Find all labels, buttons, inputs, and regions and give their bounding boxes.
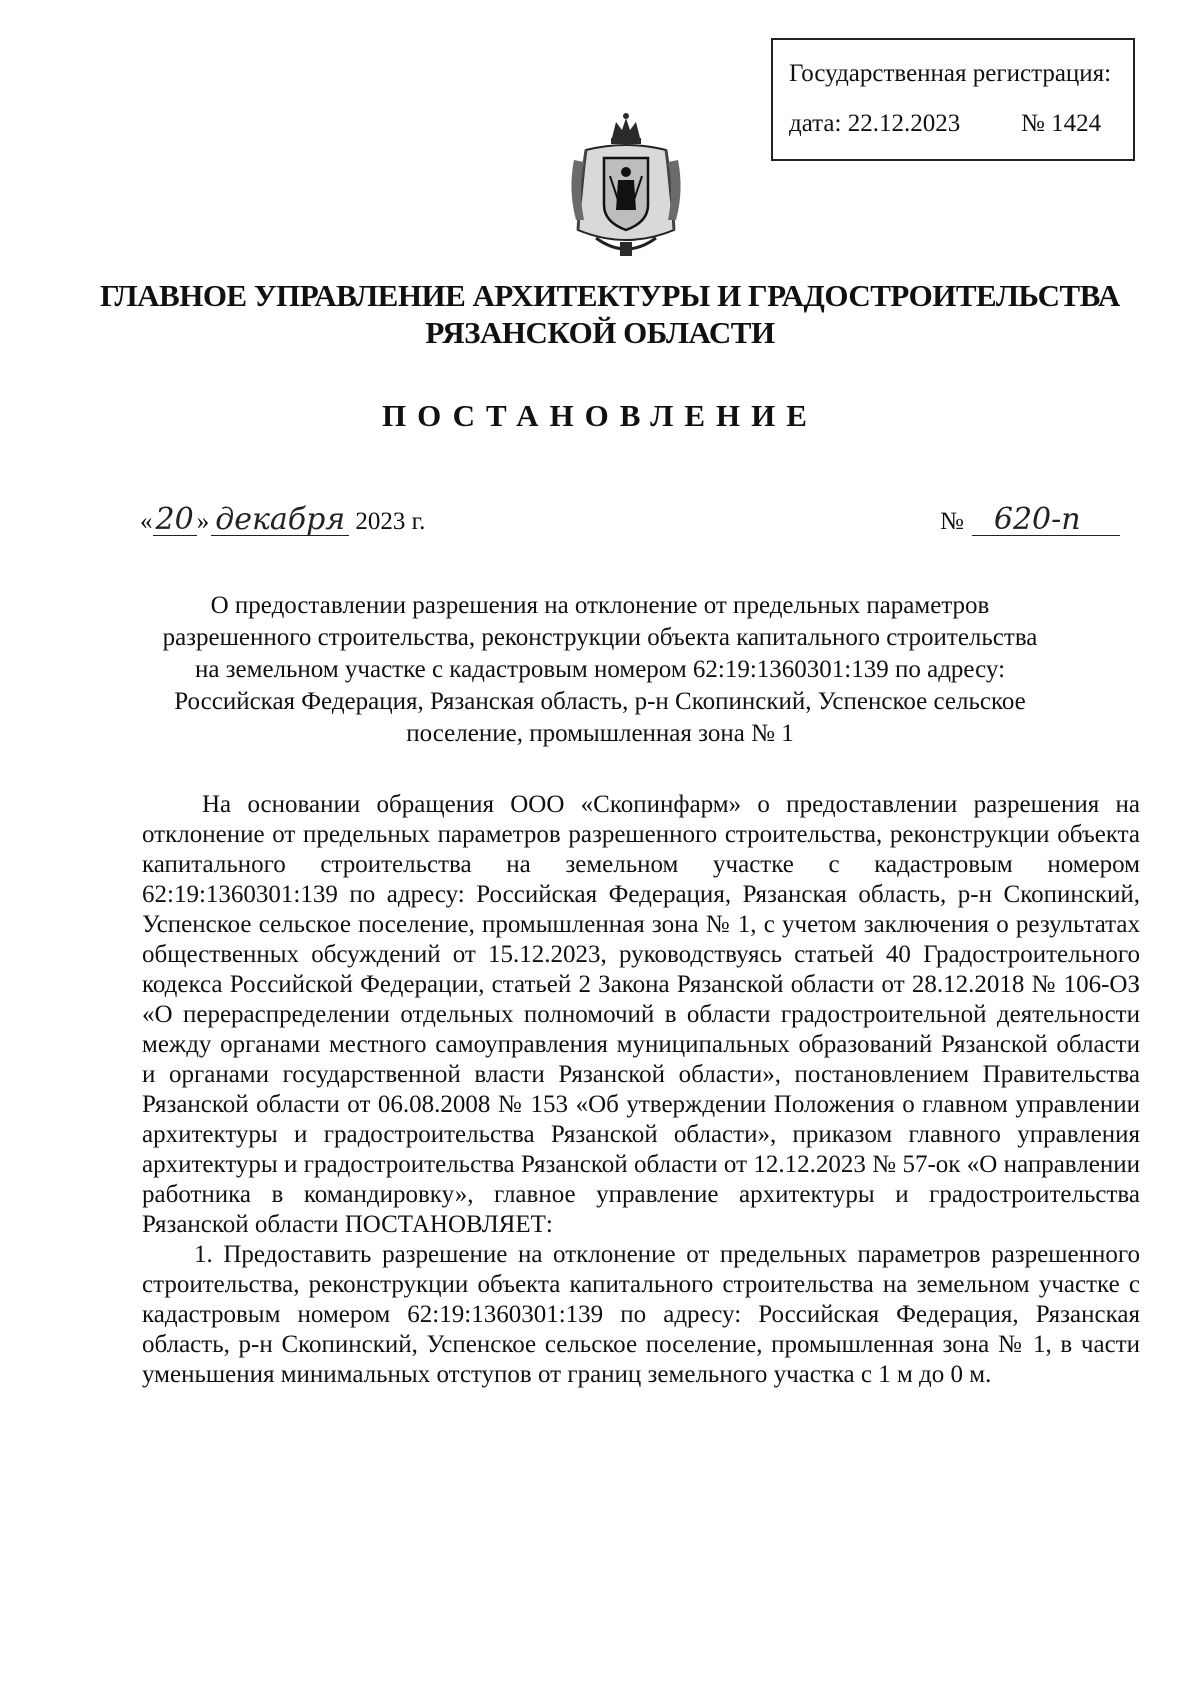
document-type: ПОСТАНОВЛЕНИЕ — [382, 398, 818, 433]
document-body — [142, 790, 1140, 1390]
document-date — [140, 502, 426, 537]
registration-title: Государственная регистрация: — [789, 60, 1112, 87]
date-day: 20 — [153, 505, 197, 536]
number-value: 620-п — [972, 505, 1120, 536]
preamble-paragraph: На основании обращения ООО «Скопинфарм» о предоставлении разрешения на отклонение от предельных параметров разрешенного строительства, реконструкции объекта капитального строительства на земельном участке с кадастровым номером 62:19:1360301:139 по адресу: Российская Федерация, Рязанская область, р-н Скопинский, Успенское сельское поселение, промышленная зона № 1, с учетом заключения о результатах общественных обсуждений от 15.12.2023, руководствуясь статьей 40 Градостроительного кодекса Российской Федерации, статьей 2 Закона Рязанской области от 28.12.2018 № 106-ОЗ «О перераспределении отдельных полномочий в области градостроительной деятельности между органами местного самоуправления муниципальных образований Рязанской области и органами государственной власти Рязанской области», постановлением Правительства Рязанской области от 06.08.2008 № 153 «Об утверждении Положения о главном управлении архитектуры и градостроительства Рязанской области», приказом главного управления архитектуры и градостроительства Рязанской области от 12.12.2023 № 57-ок «О направлении работника в командировку», главное управление архитектуры и градостроительства Рязанской области ПОСТАНОВЛЯЕТ: — [142, 791, 1140, 1238]
organization-name: ГЛАВНОЕ УПРАВЛЕНИЕ АРХИТЕКТУРЫ И ГРАДОСТРОИТЕЛЬСТВА — [100, 278, 1120, 313]
registration-stamp — [771, 38, 1135, 161]
registration-date: дата: 22.12.2023 — [789, 110, 961, 137]
registration-number: № 1424 — [1021, 110, 1102, 137]
date-open-quote: « — [140, 508, 153, 535]
date-close-quote: » — [196, 508, 210, 535]
ryazan-coat-of-arms-icon — [566, 110, 686, 260]
date-month: декабря — [211, 505, 349, 536]
organization-region: РЯЗАНСКОЙ ОБЛАСТИ — [425, 315, 775, 350]
document-subject: О предоставлении разрешения на отклонение от предельных параметров разрешенного строительства, реконструкции объекта капитального строительства на земельном участке с кадастровым номером 62:19:1360301:139 по адресу: Российская Федерация, Рязанская область, р-н Скопинский, Успенское сельское поселение, промышленная зона № 1 — [162, 592, 1038, 747]
number-prefix: № — [940, 508, 964, 535]
date-year: 2023 г. — [355, 508, 426, 535]
resolution-point-1: 1. Предоставить разрешение на отклонение от предельных параметров разрешенного строительства, реконструкции объекта капитального строительства на земельном участке с кадастровым номером 62:19:1360301:139 по адресу: Российская Федерация, Рязанская область, р-н Скопинский, Успенское сельское поселение, промышленная зона № 1, в части уменьшения минимальных отступов от границ земельного участка с 1 м до 0 м. — [142, 1241, 1140, 1388]
document-number — [940, 502, 1120, 537]
